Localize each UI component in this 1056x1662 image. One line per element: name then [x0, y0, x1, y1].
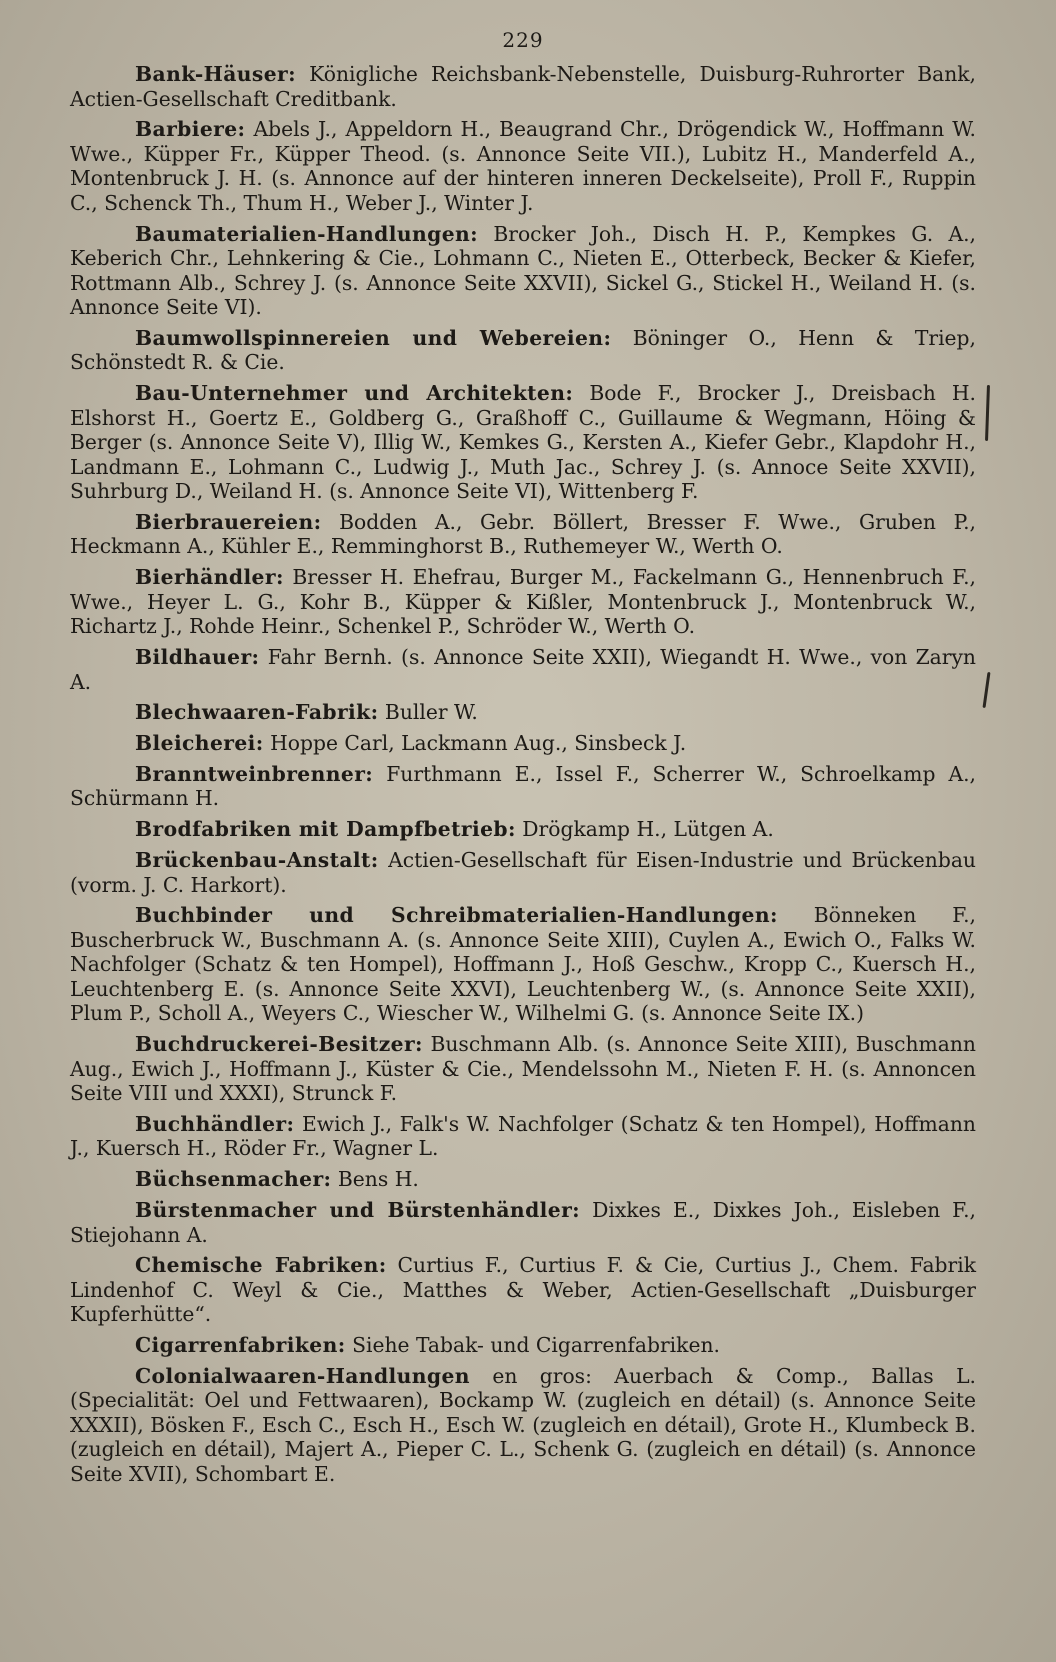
- margin-pencil-mark: [983, 672, 991, 708]
- margin-pencil-mark: [985, 385, 990, 441]
- directory-entry: [70, 62, 976, 111]
- entry-heading-tail: en gros:: [469, 1363, 592, 1388]
- directory-entry: [70, 817, 976, 842]
- entry-text: Fahr Bernh. (s. Annonce Seite XXII), Wiegandt H. Wwe., von Zaryn A.: [70, 645, 976, 694]
- entry-text: Abels J., Appeldorn H., Beaugrand Chr., Drögendick W., Hoffmann W. Wwe., Küpper Fr., Küpper Theod. (s. Annonce Seite VII.), Lubitz H., Manderfeld A., Montenbruck J. H. (s. Annonce auf der hinteren inneren Deckelseite), Proll F., Ruppin C., Schenck Th., Thum H., Weber J., Winter J.: [70, 117, 976, 215]
- entry-heading: Bildhauer:: [135, 645, 260, 670]
- entry-text: Drögkamp H., Lütgen A.: [515, 817, 774, 842]
- entry-text: Bönneken F., Buscherbruck W., Buschmann A. (s. Annonce Seite XIII), Cuylen A., Ewich O., Falks W. Nachfolger (Schatz & ten Hompel), Hoffmann J., Hoß Geschw., Kropp C., Kuersch H., Leuchtenberg E. (s. Annonce Seite XXVI), Leuchtenberg W., (s. Annonce Seite XXII), Plum P., Scholl A., Weyers C., Wiescher W., Wilhelmi G. (s. Annonce Seite IX.): [70, 903, 976, 1026]
- entry-text: Bodden A., Gebr. Böllert, Bresser F. Wwe., Gruben P., Heckmann A., Kühler E., Remminghorst B., Ruthemeyer W., Werth O.: [70, 509, 976, 559]
- entry-heading: Colonialwaaren-Handlungen: [135, 1363, 470, 1388]
- entry-heading: Buchbinder und Schreibmaterialien-Handlungen:: [135, 903, 778, 928]
- entry-text: Dixkes E., Dixkes Joh., Eisleben F., Stiejohann A.: [70, 1198, 976, 1247]
- directory-entry: [70, 565, 976, 639]
- entry-text: Bens H.: [331, 1167, 419, 1192]
- entry-heading: Buchhändler:: [135, 1111, 295, 1136]
- directory-entry: [70, 1032, 976, 1106]
- entry-heading: Branntweinbrenner:: [135, 761, 374, 786]
- entry-text: Ewich J., Falk's W. Nachfolger (Schatz & ten Hompel), Hoffmann J., Kuersch H., Röder Fr., Wagner L.: [70, 1111, 976, 1161]
- entry-heading: Barbiere:: [135, 117, 246, 142]
- entry-heading: Bierhändler:: [135, 565, 284, 590]
- directory-entry: [70, 645, 976, 694]
- entry-heading: Blechwaaren-Fabrik:: [135, 700, 379, 725]
- entry-heading: Büchsenmacher:: [135, 1167, 332, 1192]
- entry-text: Buller W.: [378, 700, 478, 725]
- directory-entry: [70, 700, 976, 725]
- entry-heading: Bau-Unternehmer und Architekten:: [135, 381, 574, 406]
- directory-entry: [70, 1253, 976, 1327]
- directory-entry: [70, 326, 976, 375]
- directory-entry: [70, 117, 976, 215]
- directory-entry: [70, 1333, 976, 1358]
- entry-text: Furthmann E., Issel F., Scherrer W., Schroelkamp A., Schürmann H.: [70, 761, 976, 811]
- entry-heading: Chemische Fabriken:: [135, 1253, 387, 1278]
- entry-text: Königliche Reichsbank-Nebenstelle, Duisburg-Ruhrorter Bank, Actien-Gesellschaft Creditbank.: [70, 62, 976, 111]
- entry-heading: Brückenbau-Anstalt:: [135, 848, 379, 873]
- directory-entry: [70, 510, 976, 559]
- directory-entry: [70, 848, 976, 897]
- entry-heading: Bank-Häuser:: [135, 62, 297, 86]
- directory-entry: [70, 381, 976, 504]
- entry-heading: Brodfabriken mit Dampfbetrieb:: [135, 817, 516, 842]
- directory-entries: [70, 62, 976, 1486]
- entry-heading: Baumwollspinnereien und Webereien:: [135, 325, 612, 350]
- entry-heading: Bleicherei:: [135, 731, 264, 756]
- entry-text: Auerbach & Comp., Ballas L. (Specialität: Oel und Fettwaaren), Bockamp W. (zugleich en détail) (s. Annonce Seite XXXII), Bösken F., Esch C., Esch H., Esch W. (zugleich en détail), Grote H., Klumbeck B. (zugleich en détail), Majert A., Pieper C. L., Schenk G. (zugleich en détail) (s. Annonce Seite XVII), Schombart E.: [70, 1363, 976, 1486]
- directory-entry: [70, 1167, 976, 1192]
- entry-text: Hoppe Carl, Lackmann Aug., Sinsbeck J.: [263, 731, 687, 756]
- entry-text: Bresser H. Ehefrau, Burger M., Fackelmann G., Hennenbruch F., Wwe., Heyer L. G., Kohr B., Küpper & Kißler, Montenbruck J., Montenbruck W., Richartz J., Rohde Heinr., Schenkel P., Schröder W., Werth O.: [70, 565, 976, 639]
- entry-text: Bode F., Brocker J., Dreisbach H. Elshorst H., Goertz E., Goldberg G., Graßhoff C., Guillaume & Wegmann, Höing & Berger (s. Annonce Seite V), Illig W., Kemkes G., Kersten A., Kiefer Gebr., Klapdohr H., Landmann E., Lohmann C., Ludwig J., Muth Jac., Schrey J. (s. Annoce Seite XXVII), Suhrburg D., Weiland H. (s. Annonce Seite VI), Wittenberg F.: [70, 381, 977, 504]
- entry-heading: Bierbrauereien:: [135, 509, 322, 534]
- directory-entry: [70, 903, 976, 1026]
- entry-text: Curtius F., Curtius F. & Cie, Curtius J., Chem. Fabrik Lindenhof C. Weyl & Cie., Matthes & Weber, Actien-Gesellschaft „Duisburger Kupferhütte“.: [70, 1253, 976, 1327]
- entry-text: Siehe Tabak- und Cigarrenfabriken.: [345, 1333, 720, 1358]
- entry-text: Böninger O., Henn & Triep, Schönstedt R. & Cie.: [70, 325, 976, 375]
- entry-heading: Baumaterialien-Handlungen:: [135, 221, 479, 246]
- directory-entry: [70, 1364, 976, 1487]
- directory-entry: [70, 222, 976, 320]
- entry-text: Brocker Joh., Disch H. P., Kempkes G. A., Keberich Chr., Lehnkering & Cie., Lohmann C., Nieten E., Otterbeck, Becker & Kiefer, Rottmann Alb., Schrey J. (s. Annonce Seite XXVII), Sickel G., Stickel H., Weiland H. (s. Annonce Seite VI).: [70, 221, 976, 320]
- directory-entry: [70, 731, 976, 756]
- entry-heading: Bürstenmacher und Bürstenhändler:: [135, 1198, 581, 1223]
- entry-heading: Buchdruckerei-Besitzer:: [135, 1032, 423, 1057]
- directory-entry: [70, 1198, 976, 1247]
- entry-text: Actien-Gesellschaft für Eisen-Industrie und Brückenbau (vorm. J. C. Harkort).: [70, 848, 976, 897]
- directory-entry: [70, 1112, 976, 1161]
- page-number: 229: [502, 28, 544, 52]
- directory-entry: [70, 762, 976, 811]
- entry-text: Buschmann Alb. (s. Annonce Seite XIII), Buschmann Aug., Ewich J., Hoffmann J., Küster & Cie., Mendelssohn M., Nieten F. H. (s. Annoncen Seite VIII und XXXI), Strunck F.: [70, 1032, 976, 1106]
- entry-heading: Cigarrenfabriken:: [135, 1333, 346, 1358]
